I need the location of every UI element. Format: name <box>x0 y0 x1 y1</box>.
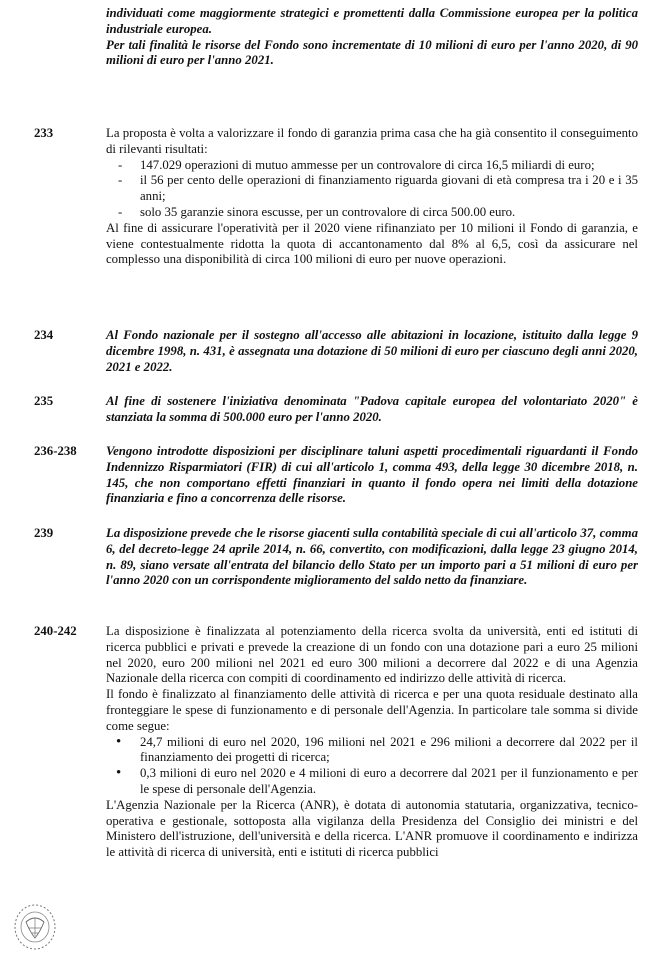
list-item: • 24,7 milioni di euro nel 2020, 196 milioni nel 2021 e 296 milioni a decorrere dal 2022 per il finanziamento dei progetti di ricerca; <box>106 735 638 767</box>
paragraph: La proposta è volta a valorizzare il fondo di garanzia prima casa che ha già consentito il conseguimento di rilevanti risultati: <box>106 126 638 156</box>
intro-paragraph-2: Per tali finalità le risorse del Fondo sono incrementate di 10 milioni di euro per l'anno 2020, di 90 milioni di euro per l'anno 2021. <box>106 37 638 68</box>
intro-paragraph-1: individuati come maggiormente strategici e promettenti dalla Commissione europea per la politica industriale europea. <box>106 6 638 36</box>
bullet-list <box>106 735 638 798</box>
section-body <box>106 126 638 268</box>
paragraph: Il fondo è finalizzato al finanziamento delle attività di ricerca e per una quota residuale destinato alla fronteggiare le spese di funzionamento e di personale dell'Agenzia. In particolare tale somma si divide come segue: <box>106 687 638 733</box>
list-item: - solo 35 garanzie sinora escusse, per un controvalore di circa 500.00 euro. <box>106 205 638 221</box>
section-body: Al fine di sostenere l'iniziativa denominata "Padova capitale europea del volontariato 2020" è stanziata la somma di 500.000 euro per l'anno 2020. <box>106 394 638 424</box>
intro-text <box>106 6 638 69</box>
list-item: - 147.029 operazioni di mutuo ammesse per un controvalore di circa 16,5 miliardi di euro; <box>106 158 638 174</box>
section-number: 234 <box>34 328 54 342</box>
section-number: 233 <box>34 126 54 140</box>
section-number: 235 <box>34 394 54 408</box>
dash-list <box>106 158 638 221</box>
section-number: 236-238 <box>34 444 77 458</box>
paragraph: La disposizione è finalizzata al potenziamento della ricerca svolta da università, enti ed istituti di ricerca pubblici e privati e prevede la creazione di un fondo con una dotazione pari a euro 25 milioni nel 2020, euro 200 milioni nel 2021 ed euro 300 milioni a decorrere dal 2022 e di una Agenzia Nazionale della ricerca con compiti di coordinamento ed indirizzo delle attività di ricerca. <box>106 624 638 686</box>
section-body: La disposizione prevede che le risorse giacenti sulla contabilità speciale di cui all'articolo 37, comma 6, del decreto-legge 24 aprile 2014, n. 66, convertito, con modificazioni, dalla legge 23 giugno 2014, n. 89, siano versate all'entrata del bilancio dello Stato per un importo pari a 51 milioni di euro per l'anno 2020 con un corrispondente miglioramento del saldo netto da finanziare. <box>106 526 638 588</box>
section-body: Vengono introdotte disposizioni per disciplinare taluni aspetti procedimentali riguardanti il Fondo Indennizzo Risparmiatori (FIR) di cui all'articolo 1, comma 493, della legge 30 dicembre 2018, n. 145, che non comportano effetti finanziari in quanto il fondo opera nei limiti della dotazione finanziaria e fino a concorrenza delle risorse. <box>106 444 638 506</box>
paragraph: Al fine di assicurare l'operatività per il 2020 viene rifinanziato per 10 milioni il Fondo di garanzia, e viene contestualmente ridotta la quota di accantonamento dal 8% al 6,5, così da assicurare nel complesso una disponibilità di circa 100 milioni di euro per nuove operazioni. <box>106 220 638 267</box>
section-number: 239 <box>34 526 54 540</box>
section-body <box>106 624 638 861</box>
seal-stamp-icon <box>12 902 58 952</box>
list-item: • 0,3 milioni di euro nel 2020 e 4 milioni di euro a decorrere dal 2021 per il funzionamento e per le spese di personale dell'Agenzia. <box>106 766 638 798</box>
section-body: Al Fondo nazionale per il sostegno all'accesso alle abitazioni in locazione, istituito dalla legge 9 dicembre 1998, n. 431, è assegnata una dotazione di 50 milioni di euro per ciascuno degli anni 2020, 2021 e 2022. <box>106 328 638 374</box>
section-number: 240-242 <box>34 624 77 638</box>
list-item: - il 56 per cento delle operazioni di finanziamento riguarda giovani di età compresa tra i 20 e i 35 anni; <box>106 173 638 205</box>
paragraph: L'Agenzia Nazionale per la Ricerca (ANR), è dotata di autonomia statutaria, organizzativa, tecnico-operativa e gestionale, sottoposta alla vigilanza della Presidenza del Consiglio dei ministri e del Ministero dell'istruzione, dell'università e della ricerca. L'ANR promuove il coordinamento e indirizza le attività di ricerca di università, enti e istituti di ricerca pubblici <box>106 797 638 860</box>
